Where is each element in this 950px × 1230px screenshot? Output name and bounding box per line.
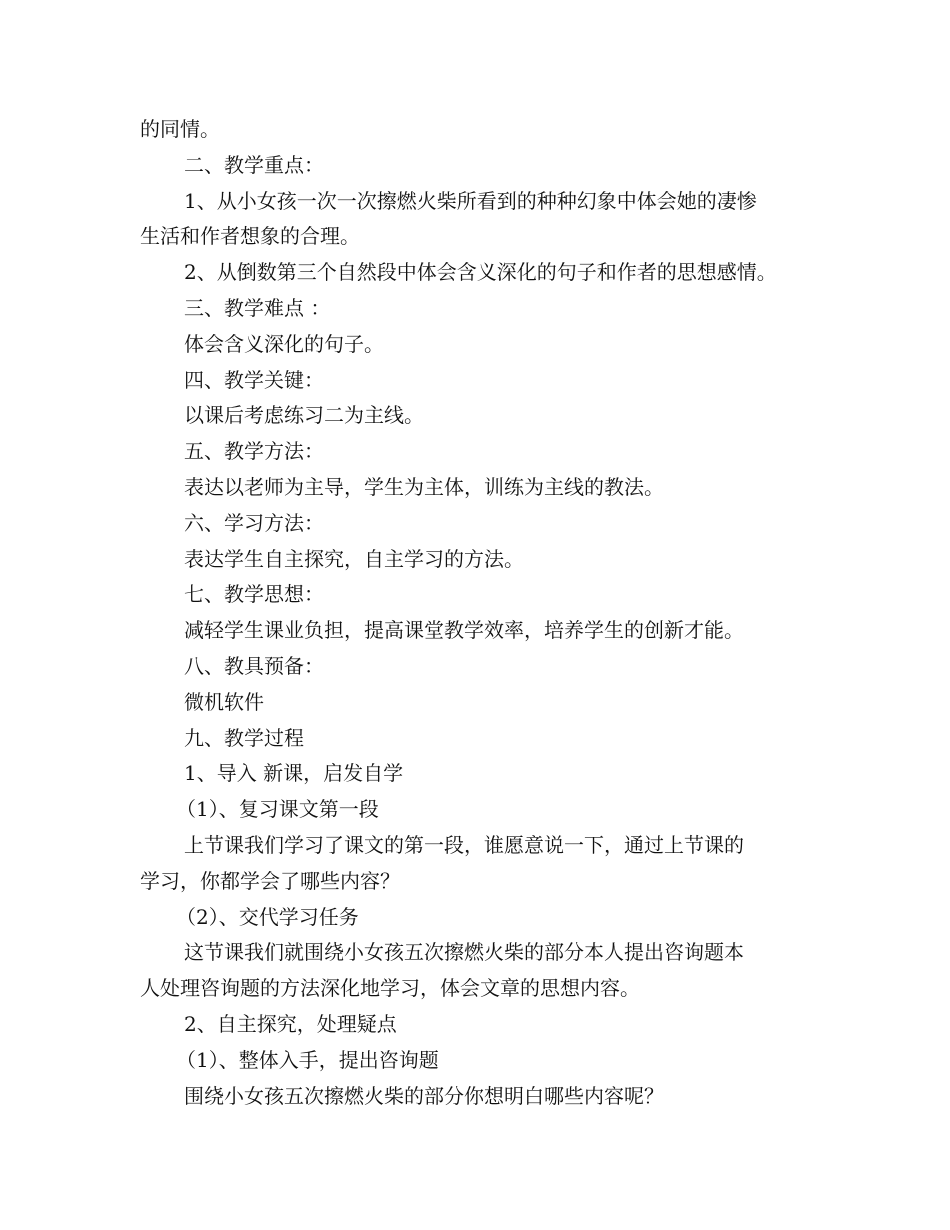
text-line: 减轻学生课业负担，提高课堂教学效率，培养学生的创新才能。	[184, 618, 744, 643]
text-line: 四、教学关键：	[184, 367, 324, 392]
text-line: 以课后考虑练习二为主线。	[184, 403, 424, 428]
text-line: （2）、交代学习任务	[176, 904, 359, 929]
text-line: 体会含义深化的句子。	[184, 331, 384, 356]
text-line: 的同情。	[140, 117, 220, 141]
text-line: 这节课我们就围绕小女孩五次擦燃火柴的部分本人提出咨询题本	[184, 940, 744, 965]
text-line: （1）、复习课文第一段	[176, 797, 379, 822]
text-line: 表达学生自主探究，自主学习的方法。	[184, 546, 524, 571]
text-line: 学习，你都学会了哪些内容？	[140, 868, 400, 893]
text-line: 九、教学过程	[184, 725, 304, 750]
text-line: 七、教学思想：	[184, 582, 324, 607]
text-line: （1）、整体入手，提出咨询题	[176, 1047, 439, 1072]
text-line: 围绕小女孩五次擦燃火柴的部分你想明白哪些内容呢？	[184, 1083, 664, 1108]
text-line: 2、自主探究，处理疑点	[184, 1011, 397, 1036]
text-line: 上节课我们学习了课文的第一段，谁愿意说一下，通过上节课的	[184, 832, 744, 857]
text-line: 1、从小女孩一次一次擦燃火柴所看到的种种幻象中体会她的凄惨	[184, 188, 757, 213]
text-line: 五、教学方法：	[184, 439, 324, 464]
document-body	[140, 112, 830, 1114]
text-line: 八、教具预备：	[184, 653, 324, 678]
text-line: 表达以老师为主导，学生为主体，训练为主线的教法。	[184, 474, 664, 499]
text-line: 微机软件	[184, 689, 264, 714]
text-line: 人处理咨询题的方法深化地学习，体会文章的思想内容。	[140, 976, 640, 1001]
text-line: 1、导入 新课，启发自学	[184, 761, 404, 786]
text-line: 生活和作者想象的合理。	[140, 224, 360, 249]
text-line: 三、教学难点 ：	[184, 295, 331, 320]
text-line: 2、从倒数第三个自然段中体会含义深化的句子和作者的思想感情。	[184, 260, 777, 285]
text-line: 六、学习方法：	[184, 510, 324, 535]
text-line: 二、教学重点：	[184, 152, 324, 177]
